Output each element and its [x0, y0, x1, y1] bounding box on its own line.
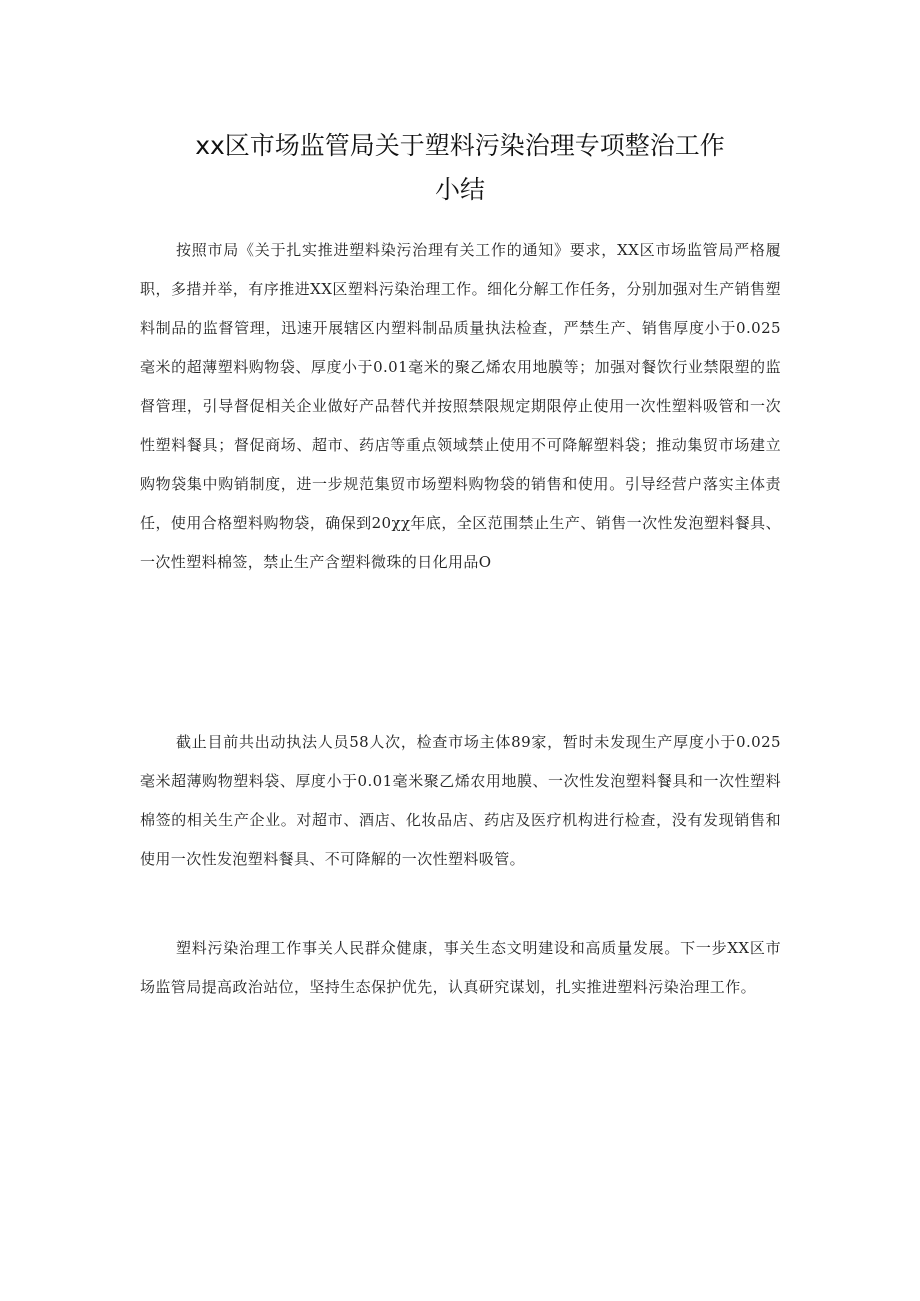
body-paragraph-3: 塑料污染治理工作事关人民群众健康，事关生态文明建设和高质量发展。下一步XX区市场监管局提高政治站位，坚持生态保护优先，认真研究谋划，扎实推进塑料污染治理工作。	[140, 939, 781, 996]
body-paragraph-2: 截止目前共出动执法人员58人次，检查市场主体89家，暂时未发现生产厚度小于0.025毫米超薄购物塑料袋、厚度小于0.01毫米聚乙烯农用地膜、一次性发泡塑料餐具和一次性塑料棉签的相关生产企业。对超市、酒店、化妆品店、药店及医疗机构进行检查，没有发现销售和使用一次性发泡塑料餐具、不可降解的一次性塑料吸管。	[140, 733, 781, 868]
document-title-line-2: 小结	[434, 175, 485, 204]
document-title-line-1: xx区市场监管局关于塑料污染治理专项整治工作	[195, 131, 725, 160]
document-title	[120, 124, 800, 212]
body-paragraph-1: 按照市局《关于扎实推进塑料染污治理有关工作的通知》要求，XX区市场监管局严格履职，多措并举，有序推进XX区塑料污染治理工作。细化分解工作任务，分别加强对生产销售塑料制品的监督管理，迅速开展辖区内塑料制品质量执法检查，严禁生产、销售厚度小于0.025毫米的超薄塑料购物袋、厚度小于0.01毫米的聚乙烯农用地膜等；加强对餐饮行业禁限塑的监督管理，引导督促相关企业做好产品替代并按照禁限规定期限停止使用一次性塑料吸管和一次性塑料餐具；督促商场、超市、药店等重点领域禁止使用不可降解塑料袋；推动集贸市场建立购物袋集中购销制度，进一步规范集贸市场塑料购物袋的销售和使用。引导经营户落实主体责任，使用合格塑料购物袋，确保到20χχ年底，全区范围禁止生产、销售一次性发泡塑料餐具、一次性塑料棉签，禁止生产含塑料微珠的日化用品O	[140, 241, 781, 571]
